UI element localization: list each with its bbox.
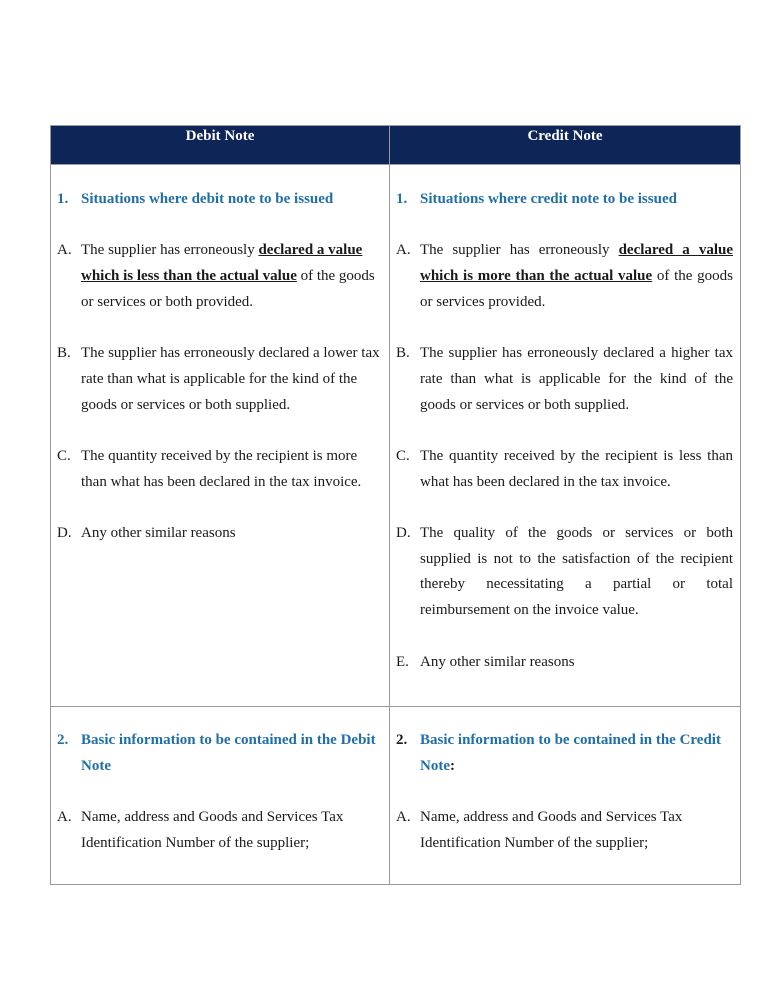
list-number: 2. [57, 732, 69, 748]
list-item-text [81, 238, 381, 315]
debit-section1-heading [57, 187, 381, 213]
list-item-text: Any other similar reasons [420, 653, 575, 670]
list-marker: A. [57, 242, 72, 259]
list-marker: E. [396, 653, 409, 670]
list-item-text: The supplier has erroneously declared a lower tax rate than what is applicable for the kind of the goods or services or both supplied. [81, 345, 380, 413]
credit-situations-cell [390, 165, 741, 707]
list-item [396, 238, 733, 315]
list-marker: A. [396, 809, 411, 826]
list-marker: B. [57, 345, 71, 362]
list-item [396, 444, 733, 495]
header-credit-note: Credit Note [390, 126, 741, 165]
list-number: 2. [396, 732, 408, 748]
list-item-text: Any other similar reasons [81, 525, 236, 542]
text-segment: of the goods or services provided. [420, 268, 733, 310]
section-title: Situations where credit note to be issued [420, 191, 677, 207]
list-item [396, 521, 733, 624]
list-item [396, 650, 733, 676]
debit-basic-info-cell [51, 707, 390, 885]
list-marker: B. [396, 345, 410, 362]
list-item-text: The quality of the goods or services or both supplied is not to the satisfaction of the recipient thereby necessitating a partial or total reimbursement on the invoice value. [420, 525, 733, 619]
list-item [57, 521, 381, 547]
list-item [396, 341, 733, 418]
text-segment: The supplier has erroneously [420, 242, 619, 259]
list-item [57, 805, 381, 856]
situations-row [51, 165, 741, 707]
text-segment: The supplier has erroneously [81, 242, 259, 259]
list-item [57, 238, 381, 315]
debit-situations-cell [51, 165, 390, 707]
debit-section2-heading [57, 728, 381, 779]
list-marker: A. [57, 809, 72, 826]
emphasized-text: declared a value which is more than the actual value [420, 242, 733, 285]
list-item [396, 805, 733, 856]
list-item [57, 341, 381, 418]
basic-info-row [51, 707, 741, 885]
list-item-text: The supplier has erroneously declared a higher tax rate than what is applicable for the kind of the goods or services or both supplied. [420, 345, 733, 413]
list-item-text: Name, address and Goods and Services Tax Identification Number of the supplier; [81, 809, 344, 851]
title-colon: : [450, 757, 455, 774]
credit-section2-heading [396, 728, 733, 779]
credit-basic-info-cell [390, 707, 741, 885]
list-marker: A. [396, 242, 411, 259]
list-item-text [420, 238, 733, 315]
list-item-text: The quantity received by the recipient is less than what has been declared in the tax invoice. [420, 447, 733, 490]
header-row [51, 126, 741, 165]
section-title: Basic information to be contained in the Debit Note [81, 732, 376, 774]
list-marker: C. [396, 447, 410, 464]
section-title: Situations where debit note to be issued [81, 191, 334, 207]
list-item [57, 444, 381, 495]
list-marker: D. [57, 525, 72, 542]
list-number: 1. [57, 191, 69, 207]
credit-section1-heading [396, 187, 733, 213]
section-title-text: Basic information to be contained in the Credit Note [420, 732, 721, 774]
list-number: 1. [396, 191, 408, 207]
text-segment: of the goods or services or both provided. [81, 268, 375, 310]
list-item-text: The quantity received by the recipient is more than what has been declared in the tax invoice. [81, 447, 362, 490]
list-marker: D. [396, 525, 411, 542]
emphasized-text: declared a value which is less than the actual value [81, 242, 363, 285]
list-marker: C. [57, 447, 71, 464]
header-debit-note: Debit Note [51, 126, 390, 165]
list-item-text: Name, address and Goods and Services Tax Identification Number of the supplier; [420, 809, 683, 851]
comparison-table [50, 125, 741, 885]
section-title [420, 728, 733, 779]
